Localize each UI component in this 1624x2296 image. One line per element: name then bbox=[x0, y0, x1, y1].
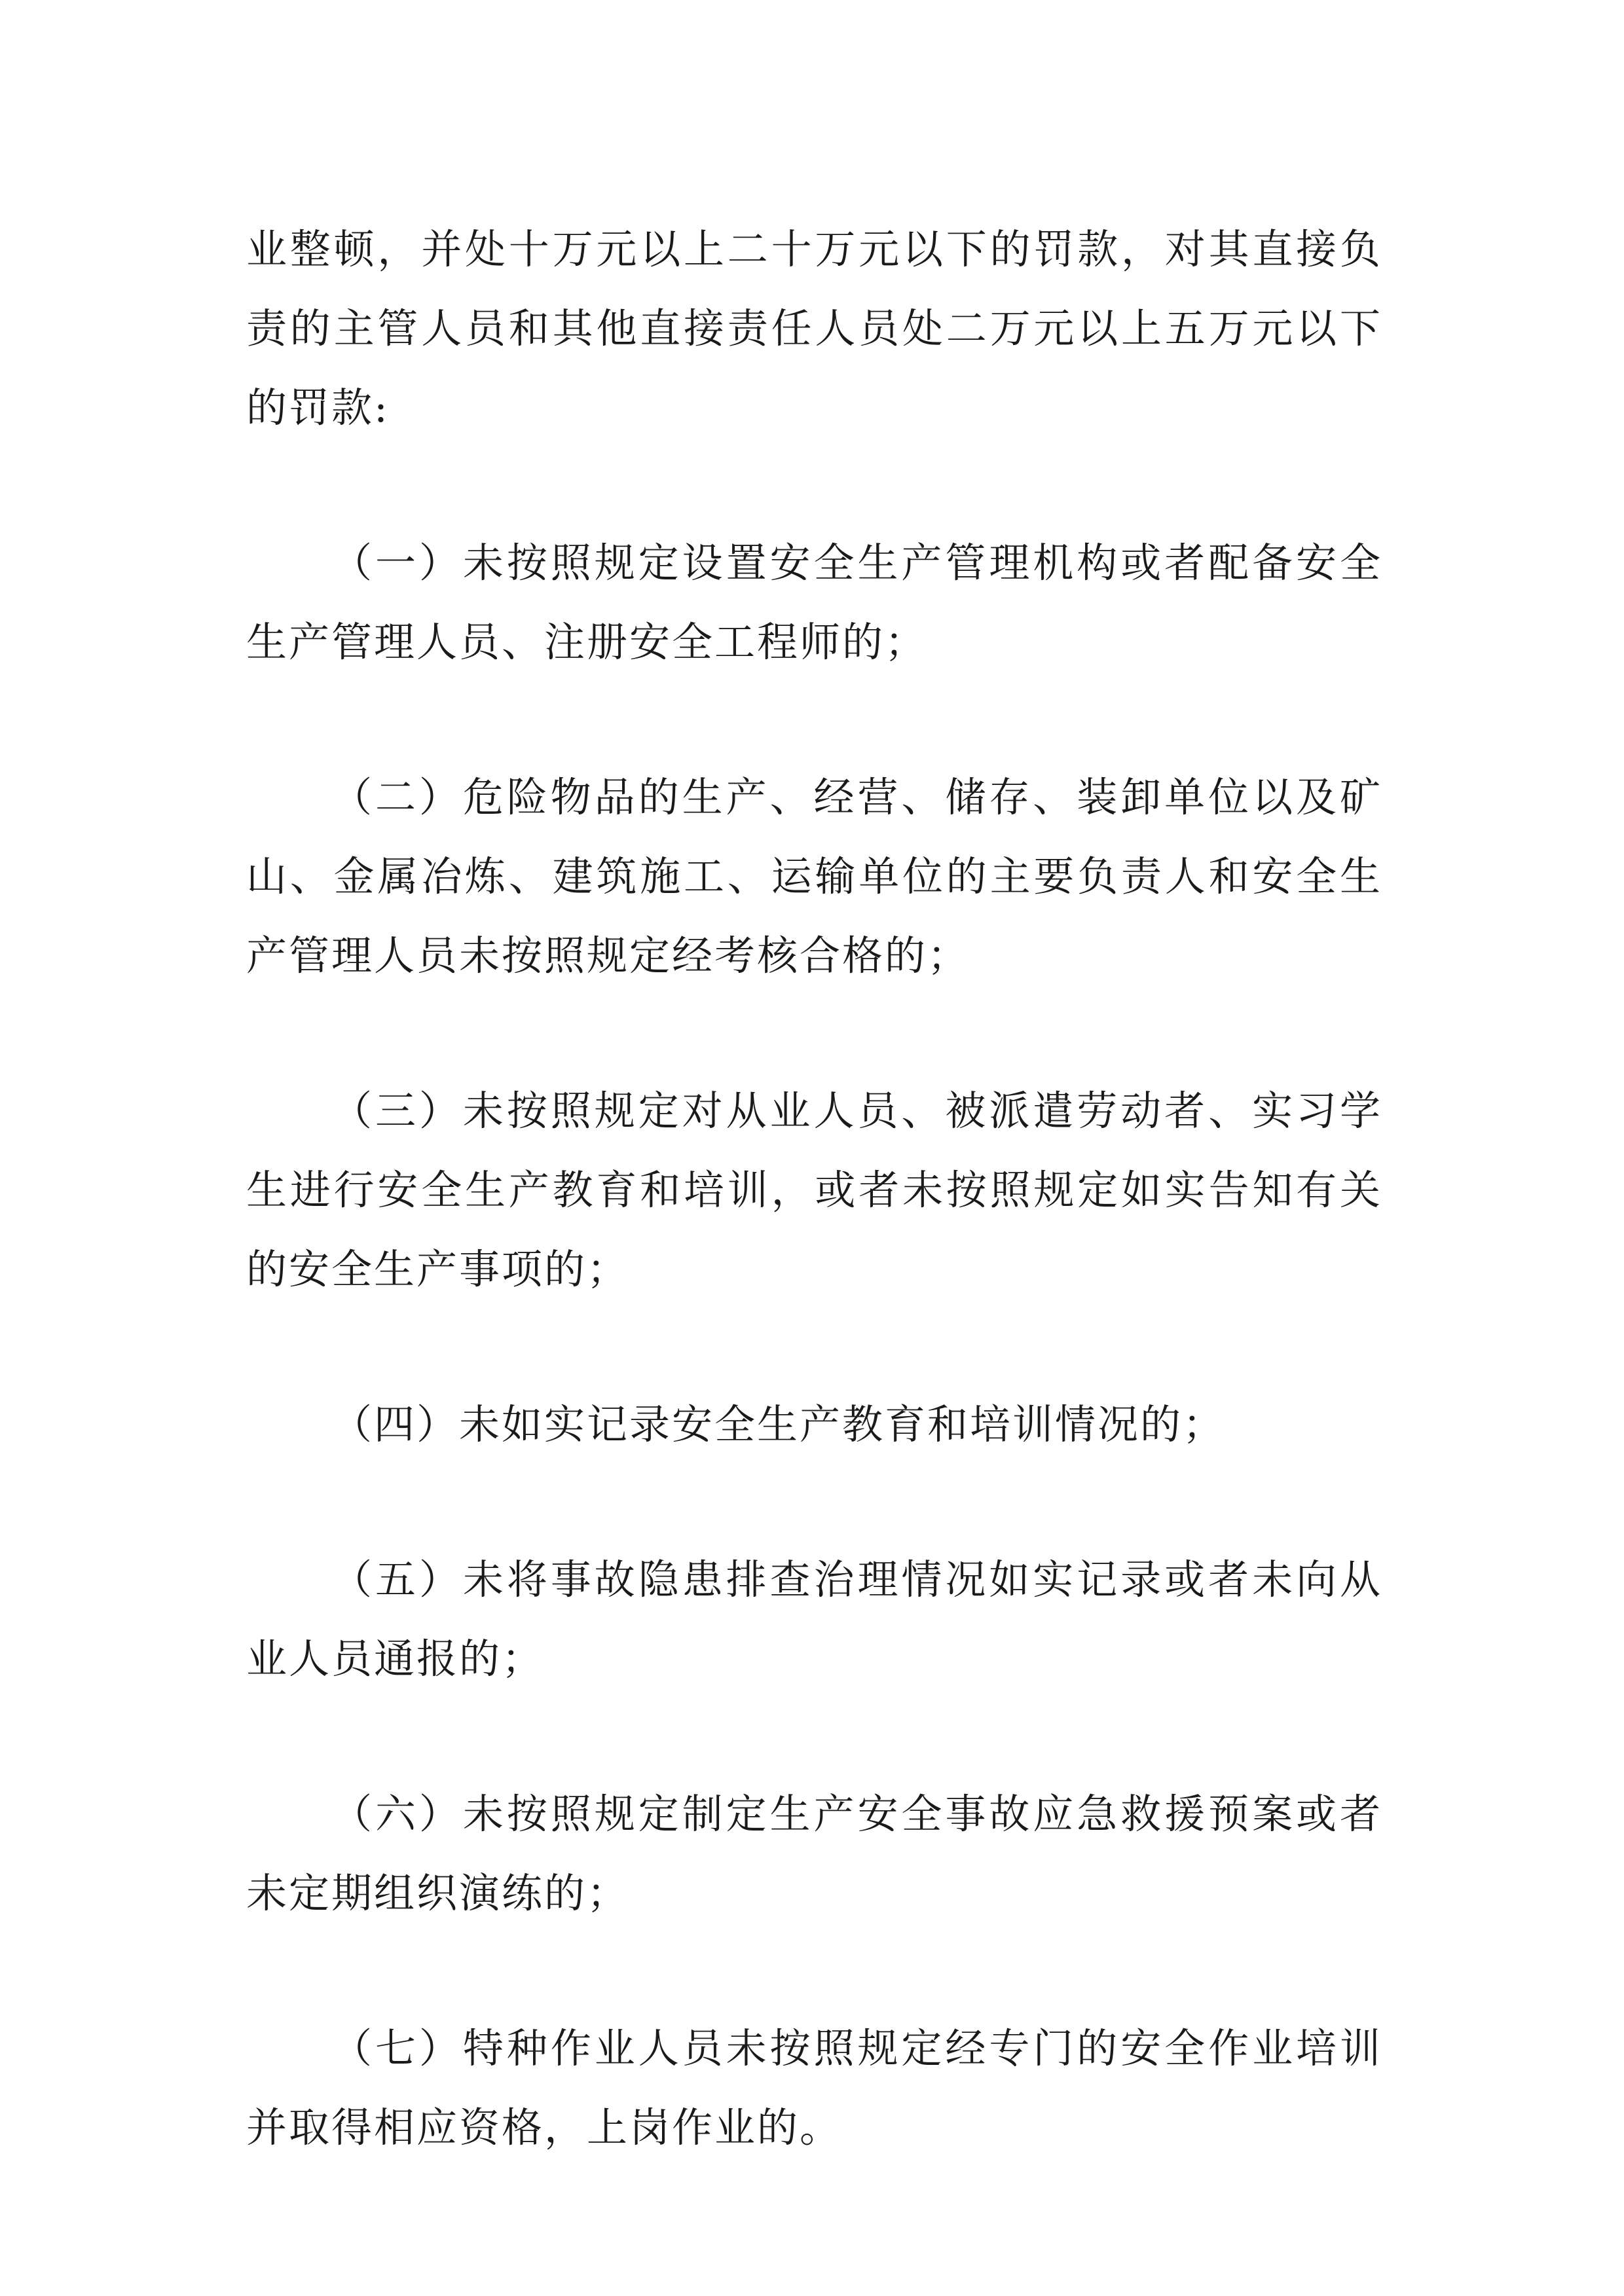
list-item-5: （五）未将事故隐患排查治理情况如实记录或者未向从业人员通报的； bbox=[246, 1556, 1382, 1683]
list-item-3: （三）未按照规定对从业人员、被派遣劳动者、实习学生进行安全生产教育和培训，或者未按照规定如实告知有关的安全生产事项的； bbox=[246, 1087, 1382, 1293]
list-item-1: （一）未按照规定设置安全生产管理机构或者配备安全生产管理人员、注册安全工程师的； bbox=[246, 539, 1382, 666]
list-item-6: （六）未按照规定制定生产安全事故应急救援预案或者未定期组织演练的； bbox=[246, 1790, 1382, 1917]
document-body bbox=[246, 210, 1382, 2167]
list-item-7: （七）特种作业人员未按照规定经专门的安全作业培训并取得相应资格，上岗作业的。 bbox=[246, 2024, 1382, 2151]
paragraph-continuation: 业整顿，并处十万元以上二十万元以下的罚款，对其直接负责的主管人员和其他直接责任人员处二万元以上五万元以下的罚款: bbox=[246, 225, 1382, 431]
list-item-4: （四）未如实记录安全生产教育和培训情况的； bbox=[331, 1400, 1226, 1448]
list-item-2: （二）危险物品的生产、经营、储存、装卸单位以及矿山、金属冶炼、建筑施工、运输单位的主要负责人和安全生产管理人员未按照规定经考核合格的； bbox=[246, 773, 1382, 979]
